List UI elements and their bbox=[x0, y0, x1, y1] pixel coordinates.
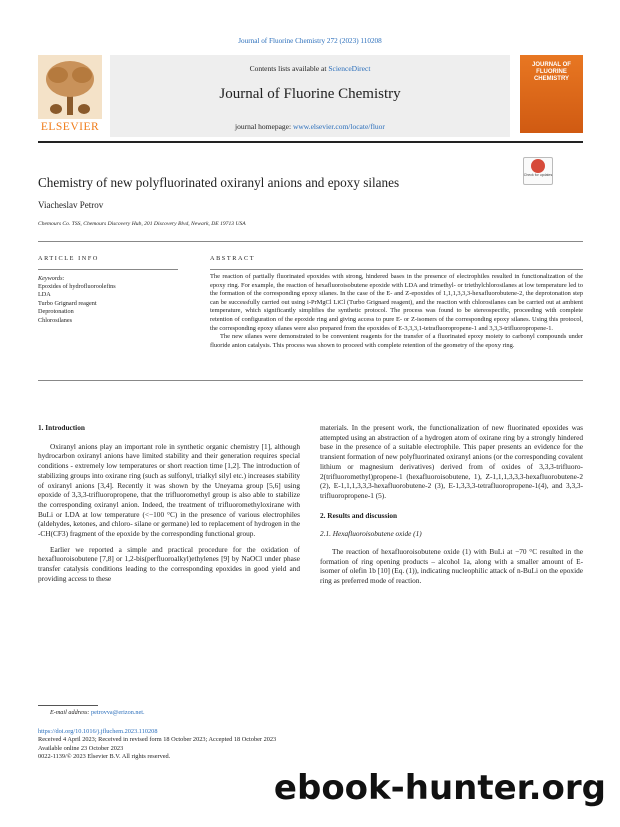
keywords-label: Keywords: bbox=[38, 275, 65, 282]
abstract-rule bbox=[210, 269, 583, 270]
elsevier-wordmark: ELSEVIER bbox=[40, 121, 100, 133]
body-paragraph-continued: materials. In the present work, the functionalization of new fluorinated epoxides was attempted using an abstraction of a hydrogen atom of oxirane ring by a strongly hindered base in the presence of a suitable electrophile. This paper presents an evidence for the transient formation of new polyfluorinated oxiranyl anions (or the corresponding covalent lithium or magnesium derivatives) derived from of oxides of 3,3,3-trifluoro-2(trifluoromethyl)propene-1 (hexafluoroisobutene, 1), Z-1,1,1,3,3,3-hexafluorobutene-2 (2), E-1,1,1,3,3,3-hexafluorobutene-2 (3), E-1,3,3,3-tetrafluoropropene-1(4), and 3,3,3-trifluoropropene-1 (5). bbox=[320, 423, 583, 500]
keyword-item: Deprotonation bbox=[38, 308, 74, 316]
author-affiliation: Chemours Co. TSS, Chemours Discovery Hub, 201 Discovery Blvd, Newark, DE 19713 USA bbox=[38, 221, 246, 227]
check-for-updates-icon bbox=[531, 159, 545, 173]
abstract-body bbox=[210, 273, 583, 350]
footnote-rule bbox=[38, 705, 98, 706]
sciencedirect-link[interactable]: ScienceDirect bbox=[328, 64, 371, 73]
abstract-heading: ABSTRACT bbox=[210, 255, 256, 262]
keyword-item: Chlorosilanes bbox=[38, 316, 73, 324]
article-info-rule bbox=[38, 269, 178, 270]
doi-link[interactable]: https://doi.org/10.1016/j.jfluchem.2023.110208 bbox=[38, 728, 158, 735]
email-footnote bbox=[50, 709, 145, 716]
journal-title: Journal of Fluorine Chemistry bbox=[219, 86, 401, 102]
author-name: Viacheslav Petrov bbox=[38, 200, 104, 210]
homepage-line bbox=[110, 122, 510, 131]
available-online-date: Available online 23 October 2023 bbox=[38, 744, 124, 752]
contents-line bbox=[110, 64, 510, 73]
email-label: E-mail address: bbox=[50, 709, 92, 716]
article-title: Chemistry of new polyfluorinated oxiranyl anions and epoxy silanes bbox=[38, 175, 400, 190]
homepage-prefix: journal homepage: bbox=[235, 122, 293, 131]
header-rule bbox=[38, 141, 583, 143]
keyword-item: LDA bbox=[38, 291, 51, 299]
results-heading: 2. Results and discussion bbox=[320, 510, 398, 520]
watermark-text: ebook-hunter.org bbox=[273, 768, 606, 808]
email-link[interactable]: petrovva@erizon.net. bbox=[91, 709, 145, 716]
publication-info bbox=[38, 728, 276, 761]
abstract-paragraph-1: The reaction of partially fluorinated epoxides with strong, hindered bases in the presence of electrophiles resulted in functionalization of the epoxy ring. For example, the reaction of hexafluoroisobutene epoxide with LDA and trimethyl- or triethylchlorosilanes at low temperature led to the formation of the corresponding epoxy silanes. In the case of the E- and Z-epoxides of 1,1,1,3,3,3-hexafluorobutene-2, the deprotonation step can be successfully carried out using i-PrMgCl LiCl (Turbo Grignard reagent), and the reaction with chlorosilanes can be carried out at ambient temperature, which significantly simplifies the synthetic protocol. The process was found to be stereospecific, proceeding with complete retention of configuration of the epoxide ring and giving access to pure E- or Z-isomers of the corresponding epoxy silanes. Using this protocol, the corresponding epoxy silanes were also prepared from the epoxides of E-3,3,3,1-tetrafluoropropene-1 and 3,3,3-trifluoropropene-1. bbox=[210, 273, 583, 332]
journal-cover-text: JOURNAL OF FLUORINE CHEMISTRY bbox=[532, 62, 571, 82]
journal-reference[interactable]: Journal of Fluorine Chemistry 272 (2023) 110208 bbox=[238, 37, 382, 45]
abstract-paragraph-2: The new silanes were demonstrated to be convenient reagents for the transfer of a fluorinated epoxy moiety to carbonyl compounds under fluoride anion catalysis. This process was shown to proceed with complete retention of the geometry of the epoxy ring. bbox=[210, 333, 583, 349]
homepage-link[interactable]: www.elsevier.com/locate/fluor bbox=[292, 122, 385, 131]
results-paragraph-1: The reaction of hexafluoroisobutene oxide (1) with BuLi at −70 °C resulted in the formation of ring opening products – alcohol 1a, along with a smaller amount of E-isomer of olefin 1b [10] (Eq. (1)), indicating nucleophilic attack of n-BuLi on the epoxide ring as preferred mode of reaction. bbox=[320, 547, 583, 586]
introduction-heading: 1. Introduction bbox=[38, 423, 85, 432]
section-divider bbox=[38, 241, 583, 242]
subsection-heading: 2.1. Hexafluoroisobutene oxide (1) bbox=[320, 529, 422, 539]
article-info-heading: ARTICLE INFO bbox=[38, 255, 99, 262]
copyright-line: 0022-1139/© 2023 Elsevier B.V. All rights reserved. bbox=[38, 752, 171, 760]
introduction-paragraph-2: Earlier we reported a simple and practical procedure for the oxidation of hexafluoroisobutene [7,8] or 1,2-bis(perfluoroalkyl)ethylenes [9] by NaOCl under phase transfer catalysis conditions leading to the corresponding epoxides in good yield and providing access to these bbox=[38, 544, 300, 583]
body-column-left bbox=[38, 423, 300, 590]
introduction-paragraph-1: Oxiranyl anions play an important role in synthetic organic chemistry [1], although hydrocarbon oxiranyl anions have limited stability and their generation requires special conditions - extremely low temperatures or short reaction time [1,2]. The introduction of stabilizing groups into oxirane ring (such as sulfonyl, trialkyl silyl etc.) increases stability of oxiranyl anions [3,4]. Recently it was shown by the Uneyama group [5,6] using epoxide of 3,3,3-trifluoropropene, that the trifluoromethyl group is also able to stabilize the corresponding oxiranyl anion. Indeed, the treatment of trifluoromethyloxirane with BuLi or LDA at low temperature (<−100 °C) in the presence of various electrophiles (aldehydes, ketones, and chloro- silane or germane) led to replacement of hydrogen in the -CH(CF3) fragment of the epoxide by the corresponding functional group. bbox=[38, 441, 300, 539]
contents-prefix: Contents lists available at bbox=[249, 64, 329, 73]
received-dates: Received 4 April 2023; Received in revised form 18 October 2023; Accepted 18 October 2023 bbox=[38, 736, 277, 744]
keyword-item: Turbo Grignard reagent bbox=[38, 299, 97, 307]
abstract-end-rule bbox=[38, 380, 583, 381]
keywords-list bbox=[38, 283, 198, 325]
check-for-updates-label: Check for updates bbox=[523, 173, 553, 177]
keyword-item: Epoxides of hydrofluoroolefins bbox=[38, 283, 116, 290]
body-column-right bbox=[320, 423, 583, 592]
